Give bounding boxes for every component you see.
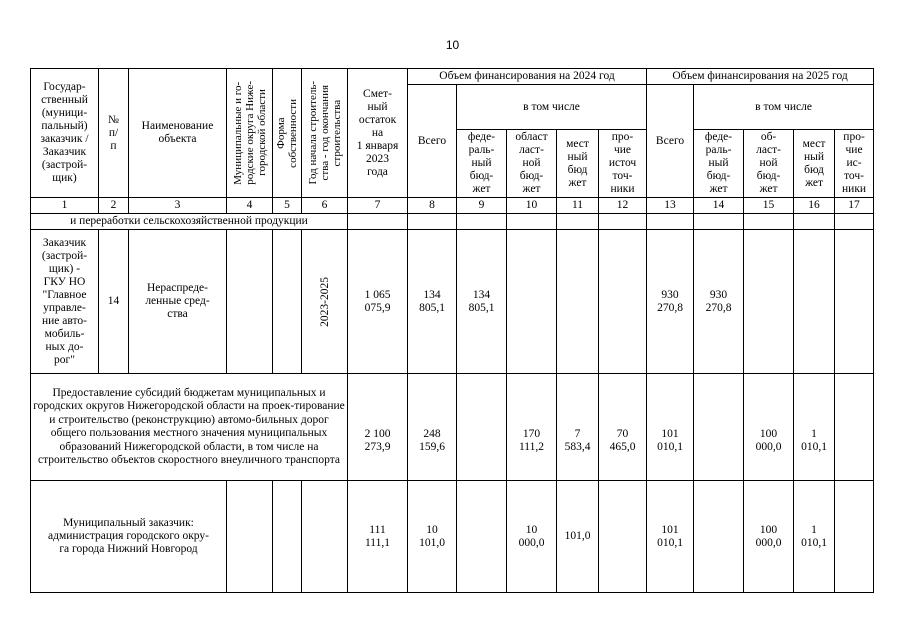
row-subsidies-local-2025: 1 010,1 <box>794 374 835 481</box>
column-number: 14 <box>694 198 744 214</box>
header-customer: Государ- ственный (муници- пальный) заказчик / Заказчик (застрой- щик) <box>31 69 99 198</box>
row-years-text: 2023-2025 <box>318 276 331 327</box>
column-number: 12 <box>599 198 647 214</box>
funding-table <box>30 68 874 593</box>
column-number-row <box>31 198 874 214</box>
row-federal-2024: 134 805,1 <box>457 230 507 374</box>
row-municipal-customer: Муниципальный заказчик: администрация городского окру- га города Нижний Новгород <box>31 481 227 593</box>
column-number: 16 <box>794 198 835 214</box>
header-years <box>302 69 348 198</box>
column-number: 8 <box>408 198 457 214</box>
row-estimate: 1 065 075,9 <box>348 230 408 374</box>
page-number: 10 <box>445 38 460 52</box>
table-row <box>31 374 874 481</box>
header-regional-2024: област ласт- ной бюд- жет <box>507 130 557 198</box>
section-title: и переработки сельскохозяйственной продукции <box>31 214 348 230</box>
header-local-2025: мест ный бюд жет <box>794 130 835 198</box>
header-municipality-text: Муниципальные и го- родские округа Ниже- городской области <box>231 81 268 185</box>
row-subsidies-regional-2024: 170 111,2 <box>507 374 557 481</box>
row-customer: Заказчик (застрой- щик) - ГКУ НО "Главное управле- ние авто- мобиль- ных до- рог" <box>31 230 99 374</box>
row-subsidies-total-2025: 101 010,1 <box>647 374 694 481</box>
row-municipal-estimate: 111 111,1 <box>348 481 408 593</box>
header-years-text: Год начала строитель- ства - год окончания строительства <box>306 81 343 185</box>
row-subsidies-regional-2025: 100 000,0 <box>744 374 794 481</box>
row-subsidies-description: Предоставление субсидий бюджетам муниципальных и городских округов Нижегородской области на проек-тирование и строительство (реконструкцию) автомо-бильных дорог общего пользования местного значения муниципальных образований Нижегородской области, в том числе на строительство объектов скоростного внеуличного транспорта <box>31 374 348 481</box>
section-title-row <box>31 214 874 230</box>
header-local-2024: мест ный бюд жет <box>557 130 599 198</box>
header-other-2025: про- чие ис- точ- ники <box>835 130 874 198</box>
column-number: 13 <box>647 198 694 214</box>
column-number: 11 <box>557 198 599 214</box>
table-row <box>31 230 874 374</box>
header-federal-2025: феде- раль- ный бюд- жет <box>694 130 744 198</box>
row-total-2025: 930 270,8 <box>647 230 694 374</box>
header-municipality <box>227 69 273 198</box>
column-number: 4 <box>227 198 273 214</box>
row-item-no: 14 <box>99 230 129 374</box>
header-including-2024: в том числе <box>457 85 647 130</box>
header-total-2024: Всего <box>408 85 457 198</box>
header-including-2025: в том числе <box>694 85 874 130</box>
column-number: 17 <box>835 198 874 214</box>
header-funding-2024: Объем финансирования на 2024 год <box>408 69 647 85</box>
header-object-name: Наименование объекта <box>129 69 227 198</box>
column-number: 1 <box>31 198 99 214</box>
row-municipal-local-2025: 1 010,1 <box>794 481 835 593</box>
table-row <box>31 481 874 593</box>
header-other-2024: про- чие источ точ- ники <box>599 130 647 198</box>
column-number: 5 <box>273 198 302 214</box>
row-subsidies-other-2024: 70 465,0 <box>599 374 647 481</box>
column-number: 15 <box>744 198 794 214</box>
header-regional-2025: об- ласт- ной бюд- жет <box>744 130 794 198</box>
column-number: 7 <box>348 198 408 214</box>
header-ownership <box>273 69 302 198</box>
column-number: 9 <box>457 198 507 214</box>
row-subsidies-estimate: 2 100 273,9 <box>348 374 408 481</box>
row-municipal-total-2024: 10 101,0 <box>408 481 457 593</box>
row-total-2024: 134 805,1 <box>408 230 457 374</box>
header-item-no: № п/ п <box>99 69 129 198</box>
header-estimate: Смет- ный остаток на 1 января 2023 года <box>348 69 408 198</box>
row-years <box>302 230 348 374</box>
header-total-2025: Всего <box>647 85 694 198</box>
row-municipal-regional-2024: 10 000,0 <box>507 481 557 593</box>
row-subsidies-local-2024: 7 583,4 <box>557 374 599 481</box>
row-object-name: Нераспреде- ленные сред- ства <box>129 230 227 374</box>
column-number: 10 <box>507 198 557 214</box>
header-federal-2024: феде- раль- ный бюд- жет <box>457 130 507 198</box>
row-municipal-regional-2025: 100 000,0 <box>744 481 794 593</box>
row-municipal-total-2025: 101 010,1 <box>647 481 694 593</box>
header-funding-2025: Объем финансирования на 2025 год <box>647 69 874 85</box>
row-federal-2025: 930 270,8 <box>694 230 744 374</box>
column-number: 2 <box>99 198 129 214</box>
row-subsidies-total-2024: 248 159,6 <box>408 374 457 481</box>
column-number: 6 <box>302 198 348 214</box>
header-ownership-text: Форма собственности <box>275 98 299 168</box>
column-number: 3 <box>129 198 227 214</box>
row-municipal-local-2024: 101,0 <box>557 481 599 593</box>
header-row-1 <box>31 69 874 85</box>
